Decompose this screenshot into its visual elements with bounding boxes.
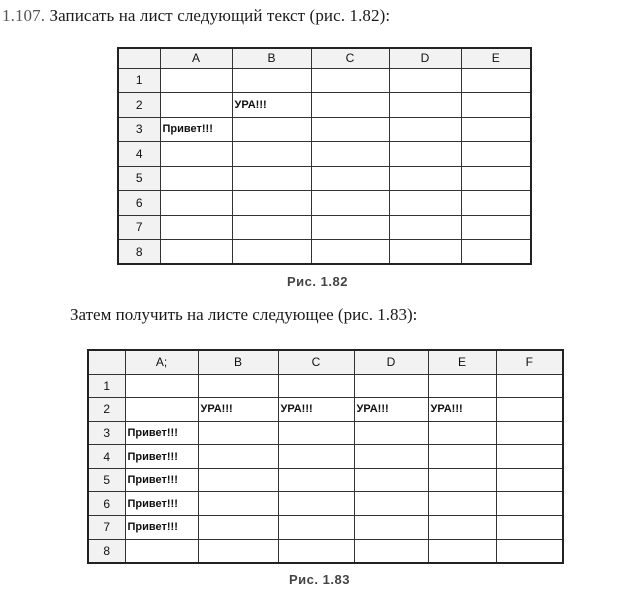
column-header: D (354, 350, 428, 374)
column-header: D (389, 48, 461, 68)
table-cell: УРА!!! (354, 398, 428, 422)
row-header: 8 (88, 539, 125, 563)
row-header: 8 (118, 240, 160, 265)
table-cell (311, 215, 389, 240)
table-cell (278, 539, 354, 563)
table-row (118, 191, 531, 216)
table-cell (389, 240, 461, 265)
table-cell (496, 516, 563, 540)
table-cell (496, 421, 563, 445)
table-cell (389, 93, 461, 118)
column-header: A; (125, 350, 198, 374)
table-cell (461, 166, 531, 191)
table-cell (278, 468, 354, 492)
table-row (118, 142, 531, 167)
table-cell (278, 492, 354, 516)
table-row (88, 492, 563, 516)
row-header: 4 (88, 445, 125, 469)
column-header: B (198, 350, 278, 374)
table-cell (354, 492, 428, 516)
table-cell (198, 492, 278, 516)
table-cell (461, 93, 531, 118)
table-cell (160, 68, 232, 93)
table-cell (461, 142, 531, 167)
table-cell (354, 445, 428, 469)
column-header: E (461, 48, 531, 68)
table-cell (278, 516, 354, 540)
table-cell: УРА!!! (198, 398, 278, 422)
column-header: F (496, 350, 563, 374)
row-header: 1 (118, 68, 160, 93)
table-cell: Привет!!! (125, 445, 198, 469)
column-header-row (118, 48, 531, 68)
figure-caption-1-83: Рис. 1.83 (289, 572, 350, 587)
task-number: 1.107. (2, 6, 46, 25)
table-cell (496, 374, 563, 398)
table-cell (160, 191, 232, 216)
corner-cell (118, 48, 160, 68)
table-cell (232, 191, 311, 216)
table-row (88, 516, 563, 540)
table-cell (232, 117, 311, 142)
table-cell (496, 492, 563, 516)
table-cell (389, 68, 461, 93)
table-cell: УРА!!! (232, 93, 311, 118)
table-cell: УРА!!! (278, 398, 354, 422)
table-cell: Привет!!! (125, 468, 198, 492)
table-cell (232, 215, 311, 240)
table-cell (160, 166, 232, 191)
table-cell (311, 93, 389, 118)
table-cell: Привет!!! (125, 421, 198, 445)
table-cell (160, 240, 232, 265)
table-cell (198, 421, 278, 445)
table-cell (389, 166, 461, 191)
table-cell: Привет!!! (125, 492, 198, 516)
table-cell (496, 468, 563, 492)
table-cell (160, 142, 232, 167)
table-row (118, 240, 531, 265)
table-cell (311, 191, 389, 216)
table-cell (198, 539, 278, 563)
table-cell (428, 468, 496, 492)
table-cell (311, 142, 389, 167)
table-cell (389, 191, 461, 216)
table-cell (311, 68, 389, 93)
row-header: 1 (88, 374, 125, 398)
figure-caption-1-82: Рис. 1.82 (287, 274, 348, 289)
row-header: 6 (88, 492, 125, 516)
column-header-row (88, 350, 563, 374)
table-row (118, 166, 531, 191)
column-header: C (278, 350, 354, 374)
table-cell (354, 421, 428, 445)
table-cell (354, 539, 428, 563)
column-header: C (311, 48, 389, 68)
table-cell (198, 516, 278, 540)
table-cell (311, 117, 389, 142)
table-cell (125, 374, 198, 398)
table-cell (278, 421, 354, 445)
table-cell (278, 374, 354, 398)
row-header: 7 (88, 516, 125, 540)
row-header: 2 (88, 398, 125, 422)
task-text: Записать на лист следующий текст (рис. 1.82): (49, 6, 391, 25)
task-heading (2, 6, 390, 26)
row-header: 5 (118, 166, 160, 191)
table-cell (496, 539, 563, 563)
table-cell (232, 240, 311, 265)
table-cell (354, 468, 428, 492)
table-cell (198, 445, 278, 469)
table-cell (160, 215, 232, 240)
table-cell (428, 539, 496, 563)
table-cell (461, 191, 531, 216)
spreadsheet-figure-1-82 (117, 47, 532, 265)
table-cell (311, 240, 389, 265)
table-row (118, 215, 531, 240)
table-row (88, 539, 563, 563)
table-cell (232, 68, 311, 93)
table-row (118, 93, 531, 118)
column-header: B (232, 48, 311, 68)
table-row (88, 374, 563, 398)
table-row (88, 398, 563, 422)
table-cell (496, 398, 563, 422)
table-cell (354, 516, 428, 540)
table-cell (389, 215, 461, 240)
corner-cell (88, 350, 125, 374)
row-header: 2 (118, 93, 160, 118)
table-cell (278, 445, 354, 469)
table-cell (198, 374, 278, 398)
table-row (118, 68, 531, 93)
table-cell (428, 421, 496, 445)
table-cell (428, 374, 496, 398)
table-cell (354, 374, 428, 398)
table-cell (461, 215, 531, 240)
table-cell (389, 117, 461, 142)
table-cell (232, 142, 311, 167)
row-header: 4 (118, 142, 160, 167)
row-header: 5 (88, 468, 125, 492)
row-header: 7 (118, 215, 160, 240)
table-cell (461, 68, 531, 93)
table-cell (232, 166, 311, 191)
table-cell: УРА!!! (428, 398, 496, 422)
table-row (88, 468, 563, 492)
table-cell (496, 445, 563, 469)
table-row (88, 445, 563, 469)
table-cell (389, 142, 461, 167)
table-cell (428, 516, 496, 540)
table-cell (125, 539, 198, 563)
column-header: E (428, 350, 496, 374)
table-cell (198, 468, 278, 492)
table-cell (461, 240, 531, 265)
spreadsheet-figure-1-83 (87, 349, 564, 564)
table-cell (428, 445, 496, 469)
row-header: 6 (118, 191, 160, 216)
table-cell (461, 117, 531, 142)
column-header: A (160, 48, 232, 68)
table-cell (160, 93, 232, 118)
row-header: 3 (118, 117, 160, 142)
table-cell: Привет!!! (160, 117, 232, 142)
table-row (88, 421, 563, 445)
table-cell (428, 492, 496, 516)
table-cell (311, 166, 389, 191)
table-cell: Привет!!! (125, 516, 198, 540)
table-cell (125, 398, 198, 422)
then-paragraph: Затем получить на листе следующее (рис. 1.83): (70, 305, 418, 324)
table-row (118, 117, 531, 142)
row-header: 3 (88, 421, 125, 445)
